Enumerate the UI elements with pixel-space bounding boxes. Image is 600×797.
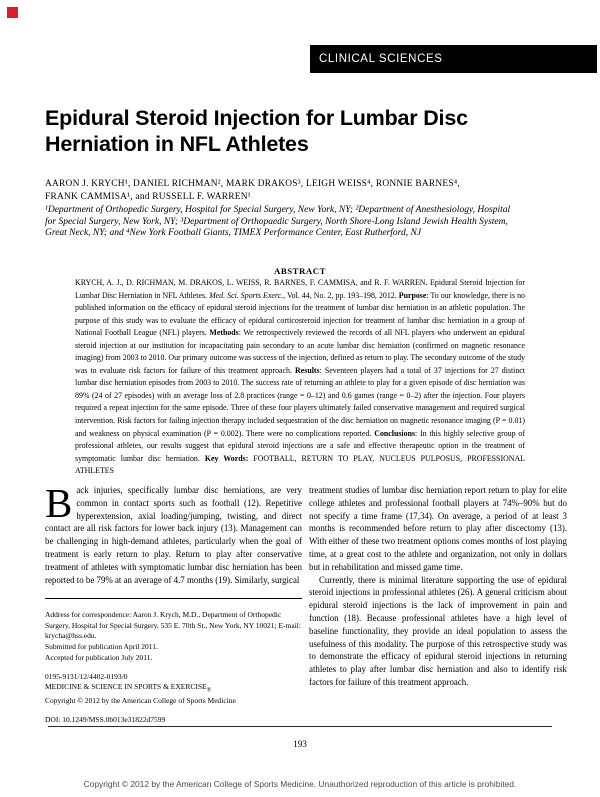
body-paragraph-2: Currently, there is minimal literature supporting the use of epidural steroid injections in professional athletes (26). A general criticism about epidural steroid injections is the lack of improvement in pain and function (18). Because professional athletes have a high level of baseline functionality, they provide an ideal population to assess the usefulness of this modality. The purpose of this retrospective study was to demonstrate the efficacy of epidural steroid injections in returning athletes to play after lumbar disc herniation and also to identify risk factors for failure of this treatment approach. [309,574,567,687]
abstract-conclusions-text: : In this highly selective group of professional athletes, our results suggest that epidural steroid injections are a safe and effective therapeutic option in the treatment of symptomatic lumbar disc herniation. [75,428,525,463]
dropcap-letter: B [45,480,73,526]
abstract-purpose-label: Purpose [398,290,427,300]
footer-rule [48,726,552,727]
affiliation-line: ¹Department of Orthopedic Surgery, Hospital for Special Surgery, New York, NY; ²Department of Anesthesiology, Hospital [45,205,511,215]
abstract-methods-text: : We retrospectively reviewed the records of all NFL players who underwent an epidural steroid injection at our institution for incapacitating pain secondary to an acute lumbar disc herniation (confirmed on magnetic resonance imaging) from 2003 to 2010. Our primary outcome was success of the injection, defined as return to play. The secondary outcome of the study was to evaluate risk factors for failure of this treatment approach. [75,328,525,375]
abstract-citation: KRYCH, A. J., D. RICHMAN, M. DRAKOS, L. WEISS, R. BARNES, F. CAMMISA, and R. F. WARREN. Epidural Steroid Injection for Lumbar Disc Herniation in NFL Athletes. [75,278,525,300]
article-title [45,105,468,157]
abstract-heading: ABSTRACT [274,266,326,276]
author-list [45,178,460,203]
registered-mark: ® [206,687,212,694]
footnote-block [45,598,302,726]
affiliation-line: Great Neck, NY; and ⁴New York Football Giants, TIMEX Performance Center, East Rutherford, NJ [45,228,422,239]
abstract-journal-ref: Med. Sci. Sports Exerc. [209,290,284,300]
abstract-conclusions-label: Conclusions [374,428,416,438]
submitted-note: Submitted for publication April 2011. [45,642,158,652]
abstract-results-text: : Seventeen players had a total of 37 injections for 27 distinct lumbar disc herniation episodes from 2003 to 2010. The success rate of returning an athlete to play for a given episode of disc herniation was 89% (24 of 27 episodes) with an average loss of 2.8 practices (range = 0–12) and 0.6 games (range = 0–2) after the injection. Four players required a repeat injection for the same episode. Three of these four players ultimately failed conservative management and required surgical intervention. Risk factors for failing injection therapy included sequestration of the disc herniation on magnetic resonance imaging (P = 0.01) and weakness on physical examination (P = 0.002). There were no complications reported. [75,365,525,438]
journal-name-text: MEDICINE & SCIENCE IN SPORTS & EXERCISE [45,682,207,692]
correspondence-note: Address for correspondence: Aaron J. Krych, M.D., Department of Orthopedic Surgery, Hospital for Special Surgery, 535 E. 70th St., New York, NY 10021; E-mail: krycha@hss.edu. [45,610,301,641]
doi-line: DOI: 10.1249/MSS.0b013e31822d7599 [45,715,166,725]
article-title-line2: Herniation in NFL Athletes [45,132,309,156]
right-column [309,484,567,689]
section-banner-label: CLINICAL SCIENCES [319,53,443,65]
affiliation-line: for Special Surgery, New York, NY; ³Department of Orthopaedic Surgery, North Shore-Long Island Jewish Health System, [45,216,508,227]
abstract-purpose-text: : To our knowledge, there is no published information on the efficacy of epidural steroid injections for the treatment of lumbar disc herniation in an athletic population. The purpose of this study was to evaluate the efficacy of epidural corticosteroid injection for treatment of lumbar disc herniation in a group of National Football League (NFL) players. [75,290,526,338]
article-title-line1: Epidural Steroid Injection for Lumbar Disc [45,106,468,130]
abstract-keywords-text: FOOTBALL, RETURN TO PLAY, NUCLEUS PULPOSUS, PROFESSIONAL ATHLETES [75,453,525,476]
page-number: 193 [293,739,307,749]
body-paragraph-1: treatment studies of lumbar disc herniation report return to play for elite college athletes and professional football players at 74%–90% but do not specify a time frame (17,34). On average, a period of at least 3 months is recommended before return to play after discectomy (13). With either of these two treatment options comes months of lost playing time, at a great cost to the athlete and organization, not only in dollars but in rehabilitation and missed game time. [309,485,567,572]
accepted-note: Accepted for publication July 2011. [45,652,153,662]
abstract-volume-ref: , Vol. 44, No. 2, pp. 193–198, 2012. [283,290,399,300]
journal-name [45,682,302,696]
journal-copyright: Copyright © 2012 by the American College of Sports Medicine [45,696,236,706]
abstract-keywords-label: Key Words: [204,453,249,463]
abstract-methods-label: Methods [209,328,239,338]
abstract-results-label: Results [295,365,320,375]
author-list-line1: AARON J. KRYCH¹, DANIEL RICHMAN², MARK DRAKOS³, LEIGH WEISS⁴, RONNIE BARNES⁴, [45,179,460,189]
affiliations [45,205,510,240]
author-list-line2: FRANK CAMMISA¹, and RUSSELL F. WARREN¹ [45,191,251,202]
left-column [45,480,302,586]
intro-paragraph-text: ack injuries, specifically lumbar disc herniations, are very common in contact sports such as football (12). Repetitive hyperextension, axial loading/jumping, twisting, and direct contact are all risk factors for lower back injury (13). Management can be challenging in high-demand athletes, particularly when the goal of treatment is early return to play. Return to play after conservative treatment of athletes with symptomatic lumbar disc herniation has been reported to be 79% at an average of 4.7 months (19). Similarly, surgical [45,485,302,585]
abstract-text [75,277,525,478]
red-corner-marker [7,7,18,18]
copyright-footer: Copyright © 2012 by the American College of Sports Medicine. Unauthorized reproduction of this article is prohibited. [83,779,517,789]
issn-code: 0195-9131/12/4402-0193/0 [45,671,128,681]
section-banner [310,45,597,73]
intro-paragraph [45,480,302,586]
